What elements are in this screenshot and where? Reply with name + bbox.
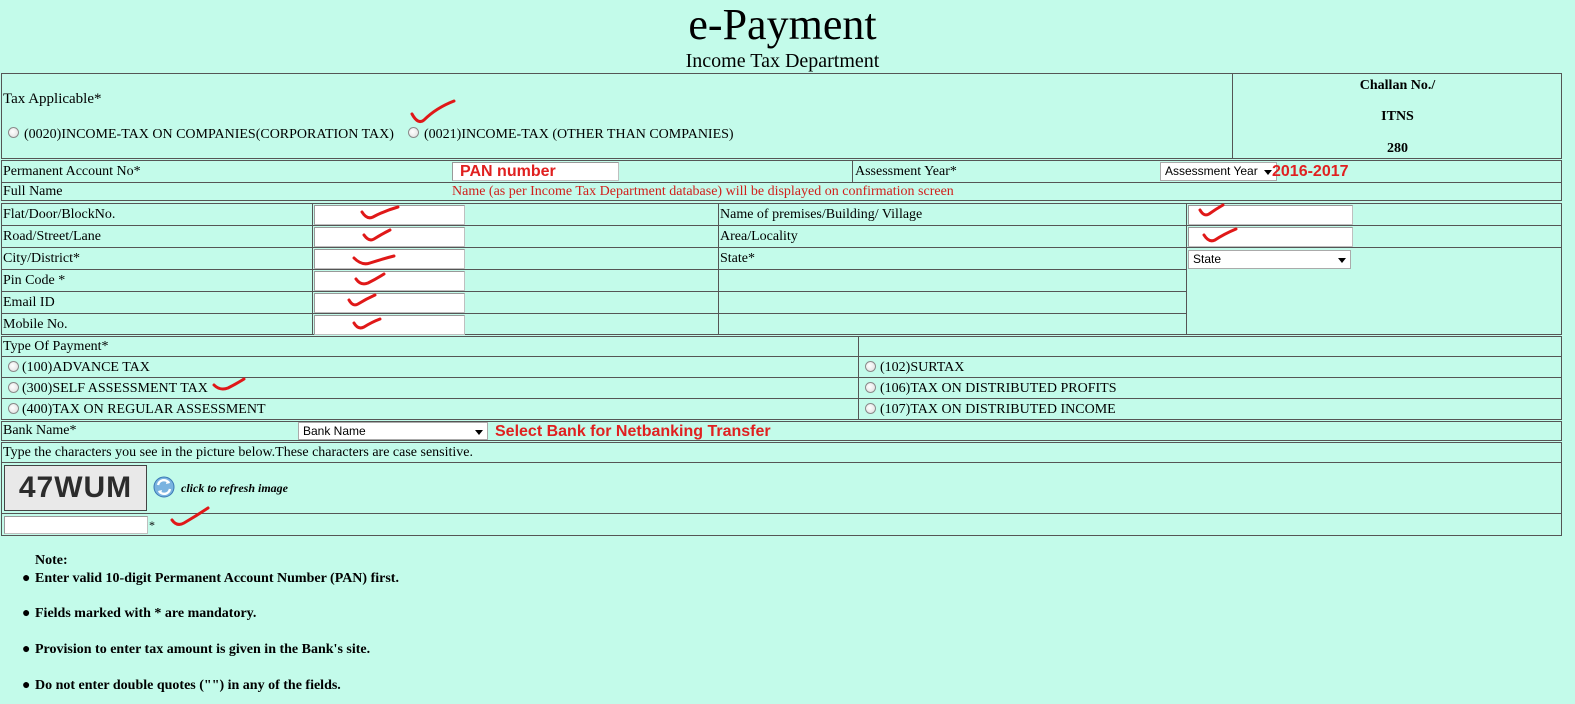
captcha-input[interactable]	[4, 516, 148, 534]
pan-label: Permanent Account No*	[3, 164, 141, 179]
radio-102-label[interactable]: (102)SURTAX	[880, 360, 965, 375]
divider	[1, 247, 1562, 248]
radio-107[interactable]	[865, 403, 876, 414]
radio-100[interactable]	[8, 361, 19, 372]
radio-400-label[interactable]: (400)TAX ON REGULAR ASSESSMENT	[22, 402, 266, 417]
bank-annotation: Select Bank for Netbanking Transfer	[495, 423, 771, 440]
radio-0020-label[interactable]: (0020)INCOME-TAX ON COMPANIES(CORPORATION TAX)	[24, 127, 394, 142]
divider	[858, 336, 859, 420]
area-label: Area/Locality	[720, 229, 798, 244]
state-label: State*	[720, 251, 755, 266]
flat-input[interactable]	[314, 205, 465, 225]
divider	[1, 291, 1186, 292]
divider	[1, 398, 1562, 399]
captcha-instruction: Type the characters you see in the picture below.These characters are case sensitive.	[3, 445, 473, 460]
refresh-icon[interactable]	[152, 475, 176, 499]
radio-106[interactable]	[865, 382, 876, 393]
bullet-icon: ●	[22, 678, 31, 693]
note-item: Enter valid 10-digit Permanent Account Number (PAN) first.	[35, 571, 399, 586]
radio-400[interactable]	[8, 403, 19, 414]
chevron-down-icon	[1264, 170, 1272, 175]
divider	[1, 513, 1562, 514]
divider	[1, 356, 1562, 357]
challan-label: Challan No./	[1359, 78, 1436, 93]
radio-0021-label[interactable]: (0021)INCOME-TAX (OTHER THAN COMPANIES)	[424, 127, 734, 142]
bank-select-value: Bank Name	[303, 424, 366, 438]
chevron-down-icon	[475, 430, 483, 435]
divider	[718, 203, 719, 335]
radio-300-label[interactable]: (300)SELF ASSESSMENT TAX	[22, 381, 208, 396]
notes-title: Note:	[35, 553, 68, 568]
refresh-link[interactable]: click to refresh image	[181, 481, 288, 495]
bank-select[interactable]	[298, 422, 488, 440]
tax-applicable-label: Tax Applicable*	[3, 91, 102, 107]
bank-row	[1, 421, 1562, 441]
road-input[interactable]	[314, 227, 465, 247]
email-input[interactable]	[314, 293, 465, 313]
note-item: Provision to enter tax amount is given in the Bank's site.	[35, 642, 371, 657]
payment-type-label: Type Of Payment*	[3, 339, 109, 354]
full-name-note: Name (as per Income Tax Department database) will be displayed on confirmation screen	[452, 184, 954, 199]
area-input[interactable]	[1188, 227, 1353, 247]
state-select[interactable]	[1188, 250, 1351, 269]
divider	[1, 225, 1562, 226]
page-subtitle: Income Tax Department	[685, 50, 880, 72]
full-name-label: Full Name	[3, 184, 63, 199]
note-item: Do not enter double quotes ("") in any of the fields.	[35, 678, 341, 693]
state-select-value: State	[1193, 252, 1222, 266]
assessment-year-select-value: Assessment Year	[1165, 164, 1258, 178]
divider	[852, 160, 853, 183]
note-item: Fields marked with * are mandatory.	[35, 606, 257, 621]
page-title: e-Payment	[688, 0, 877, 49]
divider	[1, 313, 1186, 314]
assessment-year-select[interactable]	[1160, 162, 1277, 181]
radio-107-label[interactable]: (107)TAX ON DISTRIBUTED INCOME	[880, 402, 1116, 417]
divider	[1, 269, 1186, 270]
assessment-year-label: Assessment Year*	[855, 164, 957, 179]
divider	[312, 203, 313, 335]
city-input[interactable]	[314, 249, 465, 269]
captcha-required-mark: *	[149, 518, 155, 532]
pan-annotation: PAN number	[460, 163, 556, 180]
bullet-icon: ●	[22, 642, 31, 657]
divider	[1, 462, 1562, 463]
challan-itns: ITNS	[1381, 109, 1414, 124]
captcha-image: 47WUM	[4, 465, 147, 511]
bank-label: Bank Name*	[3, 423, 77, 438]
radio-300[interactable]	[8, 382, 19, 393]
pin-input[interactable]	[314, 271, 465, 291]
road-label: Road/Street/Lane	[3, 229, 101, 244]
city-label: City/District*	[3, 251, 80, 266]
flat-label: Flat/Door/BlockNo.	[3, 207, 116, 222]
premises-input[interactable]	[1188, 205, 1353, 225]
radio-0020[interactable]	[8, 127, 19, 138]
radio-102[interactable]	[865, 361, 876, 372]
pin-label: Pin Code *	[3, 273, 66, 288]
radio-100-label[interactable]: (100)ADVANCE TAX	[22, 360, 150, 375]
radio-106-label[interactable]: (106)TAX ON DISTRIBUTED PROFITS	[880, 381, 1117, 396]
mobile-input[interactable]	[314, 315, 465, 335]
assessment-year-annotation: 2016-2017	[1272, 163, 1349, 180]
chevron-down-icon	[1338, 258, 1346, 263]
bullet-icon: ●	[22, 606, 31, 621]
premises-label: Name of premises/Building/ Village	[720, 207, 923, 222]
email-label: Email ID	[3, 295, 55, 310]
challan-number: 280	[1387, 141, 1408, 156]
divider	[1186, 203, 1187, 335]
radio-0021[interactable]	[408, 127, 419, 138]
bullet-icon: ●	[22, 571, 31, 586]
mobile-label: Mobile No.	[3, 317, 68, 332]
divider	[1, 377, 1562, 378]
